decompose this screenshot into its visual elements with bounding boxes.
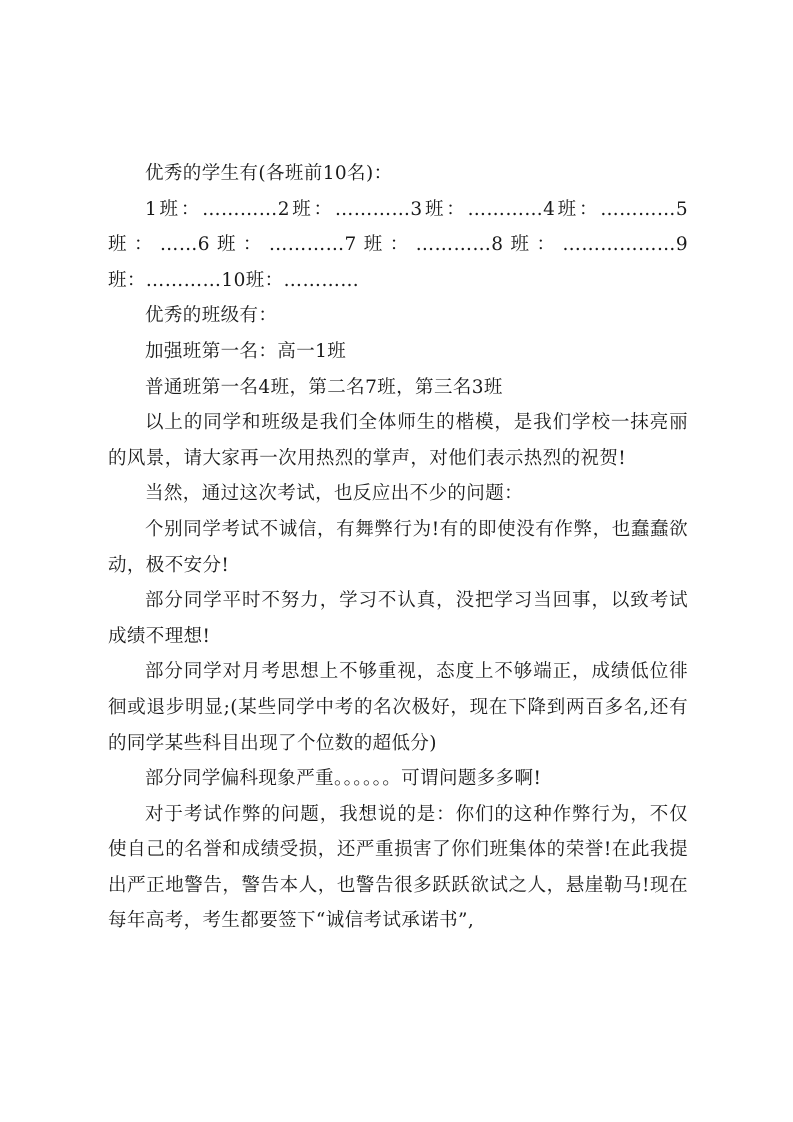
paragraph-excellent-students-heading: 优秀的学生有(各班前10名)： (145, 163, 393, 184)
paragraph-class-list: 1班：…………2班：…………3班：…………4班：…………5班：……6班：…………7班：…………8班：………………9班：…………10班：………… (108, 198, 688, 291)
paragraph-excellent-classes-heading: 优秀的班级有： (145, 305, 278, 327)
paragraph-problem-imbalance: 部分同学偏科现象严重。。。。。。可谓问题多多啊! (145, 768, 542, 790)
paragraph-problems-intro: 当然，通过这次考试，也反应出不少的问题： (145, 483, 524, 505)
paragraph-problem-effort: 部分同学平时不努力，学习不认真，没把学习当回事，以致考试成绩不理想! (108, 590, 688, 647)
paragraph-regular-class-ranking: 普通班第一名4班，第二名7班，第三名3班 (145, 376, 503, 398)
paragraph-problem-attitude: 部分同学对月考思想上不够重视，态度上不够端正，成绩低位徘徊或退步明显;(某些同学中考的名次极好，现在下降到两百多名,还有的同学某些科目出现了个位数的超低分) (108, 661, 688, 754)
document-body (108, 156, 688, 939)
paragraph-congratulations: 以上的同学和班级是我们全体师生的楷模，是我们学校一抹亮丽的风景，请大家再一次用热烈的掌声，对他们表示热烈的祝贺! (108, 412, 688, 469)
paragraph-advanced-class-first: 加强班第一名：高一1班 (145, 340, 347, 362)
paragraph-problem-cheating: 个别同学考试不诚信，有舞弊行为!有的即使没有作弊，也蠢蠢欲动，极不安分! (108, 518, 688, 576)
paragraph-cheating-warning: 对于考试作弊的问题，我想说的是：你们的这种作弊行为，不仅使自己的名誉和成绩受损，还严重损害了你们班集体的荣誉!在此我提出严正地警告，警告本人，也警告很多跃跃欲试之人，悬崖勒马!现在每年高考，考生都要签下“诚信考试承诺书”, (108, 803, 688, 932)
